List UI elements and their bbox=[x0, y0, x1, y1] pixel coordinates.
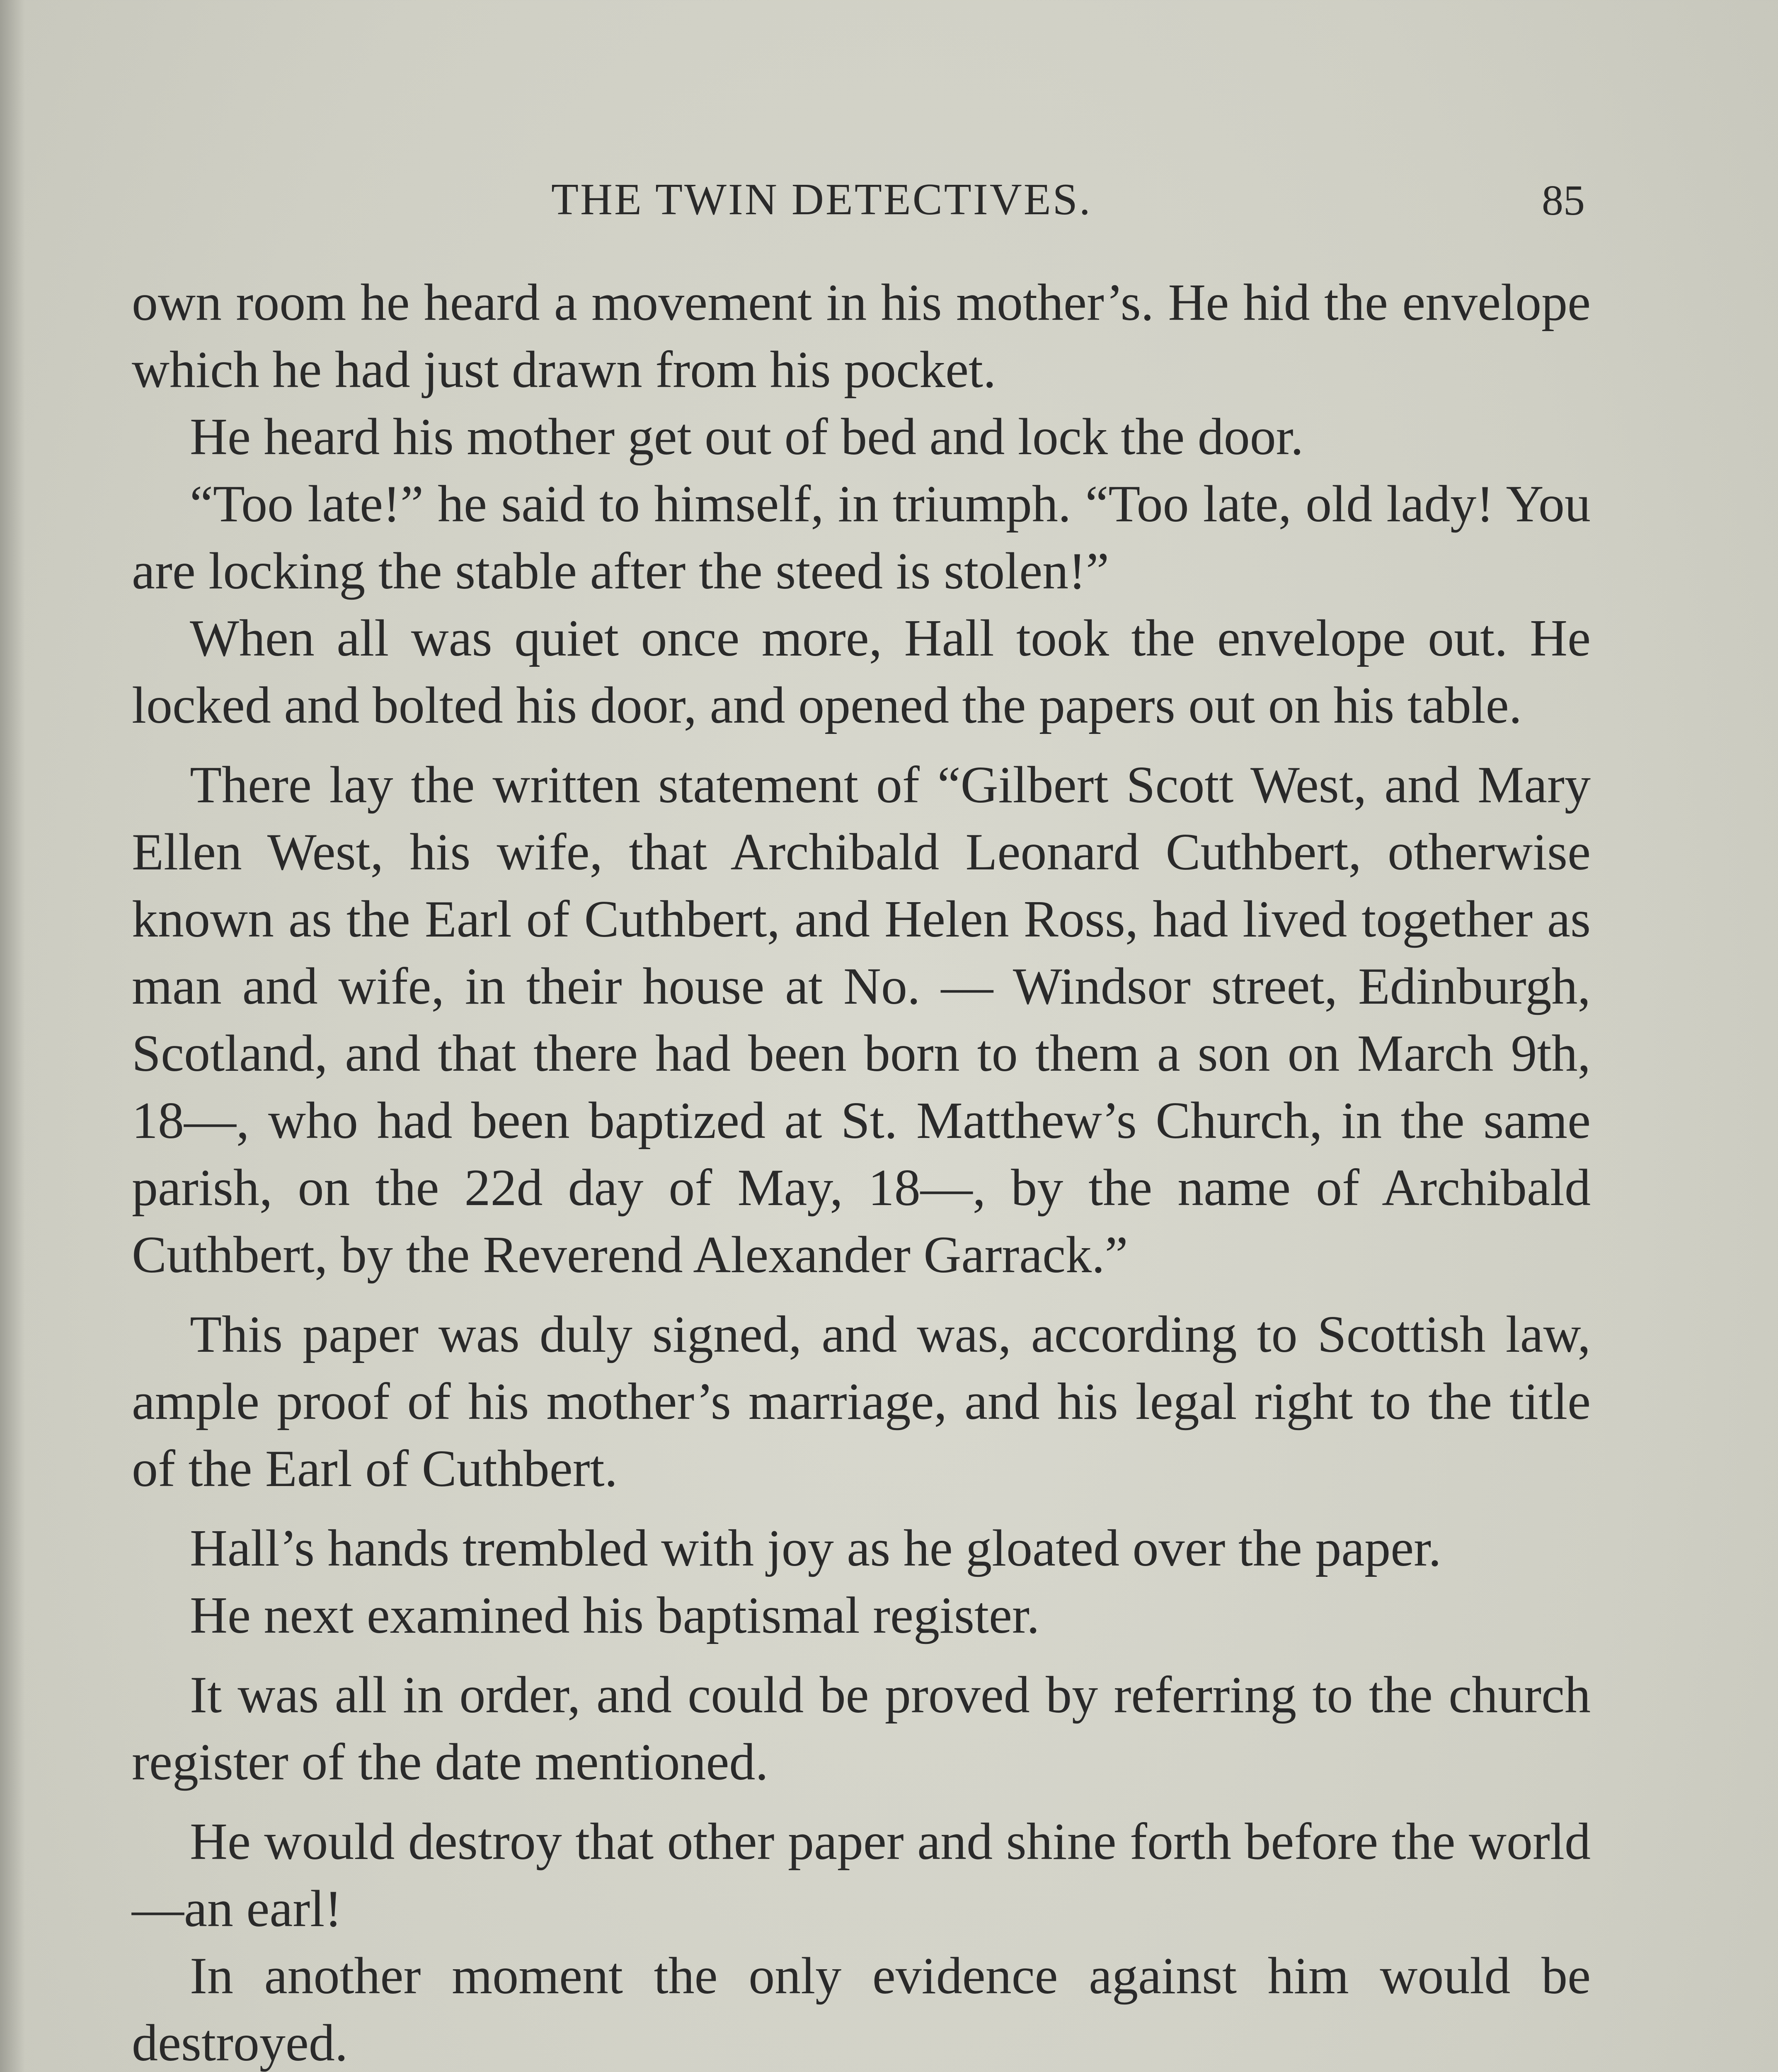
paragraph: “Too late!” he said to himself, in triumph. “Too late, old lady! You are locking the stable after the steed is stolen!” bbox=[132, 475, 1591, 600]
paragraph: He next examined his baptismal register. bbox=[190, 1587, 1040, 1644]
page-edge-shadow bbox=[0, 0, 25, 2072]
paragraph: Hall’s hands trembled with joy as he gloated over the paper. bbox=[190, 1520, 1441, 1577]
paragraph: It was all in order, and could be proved by referring to the church register of the date mentioned. bbox=[132, 1666, 1591, 1791]
paragraph: There lay the written statement of “Gilbert Scott West, and Mary Ellen West, his wife, that Archibald Leonard Cuthbert, otherwise known as the Earl of Cuthbert, and Helen Ross, had lived together as man and wife, in their house at No. — Windsor street, Edinburgh, Scotland, and that there had been born to them a son on March 9th, 18—, who had been baptized at St. Matthew’s Church, in the same parish, on the 22d day of May, 18—, by the name of Archibald Cuthbert, by the Reverend Alexander Garrack.” bbox=[132, 756, 1591, 1284]
paragraph: In another moment the only evidence against him would be destroyed. bbox=[132, 1947, 1591, 2072]
page-number: 85 bbox=[1542, 177, 1585, 224]
paragraph: When all was quiet once more, Hall took the envelope out. He locked and bolted his door, and opened the papers out on his table. bbox=[132, 610, 1591, 734]
running-title: THE TWIN DETECTIVES. bbox=[551, 175, 1092, 224]
paragraph: He heard his mother get out of bed and lock the door. bbox=[190, 408, 1304, 466]
paragraph: He would destroy that other paper and shine forth before the world—an earl! bbox=[132, 1813, 1591, 1938]
paragraph: This paper was duly signed, and was, according to Scottish law, ample proof of his mother’s marriage, and his legal right to the title of the Earl of Cuthbert. bbox=[132, 1306, 1591, 1498]
body-text bbox=[132, 269, 1591, 2072]
paragraph: own room he heard a movement in his mother’s. He hid the envelope which he had just drawn from his pocket. bbox=[132, 274, 1591, 399]
page-header bbox=[0, 174, 1778, 240]
